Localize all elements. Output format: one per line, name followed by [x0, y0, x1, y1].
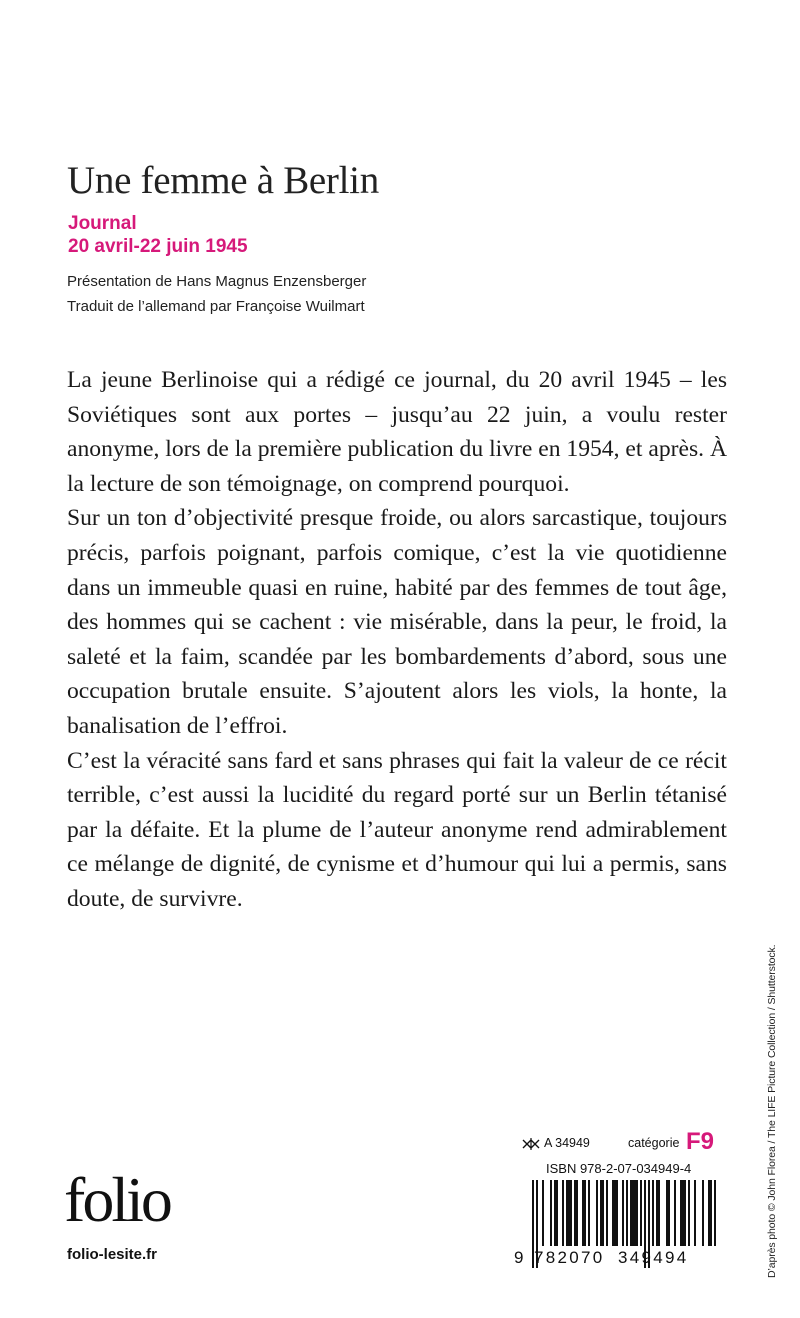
barcode-bar — [596, 1180, 598, 1246]
barcode-digits-group1: 782070 — [534, 1248, 605, 1267]
blurb-paragraph: La jeune Berlinoise qui a rédigé ce journal, du 20 avril 1945 – les Soviétiques sont aux portes – jusqu’au 22 juin, a voulu rester anonyme, lors de la première publication du livre en 1954, et après. À la lecture de son témoignage, on comprend pourquoi. — [67, 367, 727, 497]
blurb-text — [67, 363, 727, 917]
barcode-bar — [550, 1180, 552, 1246]
blurb-paragraph: C’est la véracité sans fard et sans phrases qui fait la valeur de ce récit terrible, c’est aussi la lucidité du regard porté sur un Berlin tétanisé par la défaite. Et la plume de l’auteur anonyme rend admirablement ce mélange de dignité, de cynisme et d’humour qui lui a permis, sans doute, de survivre. — [67, 747, 727, 912]
barcode-bar — [652, 1180, 654, 1246]
barcode-bar — [612, 1180, 618, 1246]
barcode-bar — [688, 1180, 690, 1246]
translation-credit: Traduit de l’allemand par Françoise Wuilmart — [67, 298, 365, 315]
barcode-bar — [606, 1180, 608, 1246]
barcode-bar — [588, 1180, 590, 1246]
barcode-bar — [666, 1180, 670, 1246]
barcode-bar — [708, 1180, 712, 1246]
barcode-bar — [542, 1180, 544, 1246]
barcode-bar — [702, 1180, 704, 1246]
subtitle-dates: 20 avril-22 juin 1945 — [68, 236, 248, 257]
barcode-digit-first: 9 — [514, 1248, 524, 1267]
barcode-bar — [582, 1180, 586, 1246]
barcode-bar — [674, 1180, 676, 1246]
barcode-bar — [656, 1180, 660, 1246]
barcode-bar — [694, 1180, 696, 1246]
blurb-paragraph: Sur un ton d’objectivité presque froide, ou alors sarcastique, toujours précis, parfois poignant, parfois comique, c’est la vie quotidienne dans un immeuble quasi en ruine, habité par des femmes de tout âge, des hommes qui se cachent : vie misérable, dans la peur, le froid, la saleté et la faim, scandée par les bombardements d’abord, sous une occupation brutale ensuite. S’ajoutent alors les viols, la honte, la banalisation de l’effroi. — [67, 505, 727, 739]
presentation-credit: Présentation de Hans Magnus Enzensberger — [67, 273, 367, 290]
barcode-bar — [630, 1180, 638, 1246]
barcode-bar — [562, 1180, 564, 1246]
catalog-code: A 34949 — [544, 1136, 590, 1150]
barcode-bar — [680, 1180, 686, 1246]
category-value: F9 — [686, 1128, 715, 1155]
barcode-bar — [622, 1180, 624, 1246]
catalog-row — [522, 1128, 718, 1162]
barcode-bar — [714, 1180, 716, 1246]
subtitle-journal: Journal — [68, 213, 137, 234]
barcode-bar — [640, 1180, 642, 1246]
barcode-bar — [626, 1180, 628, 1246]
category-label: catégorie — [628, 1136, 680, 1150]
isbn-text: ISBN 978-2-07-034949-4 — [546, 1161, 692, 1176]
photo-credit: D’après photo © John Florea / The LIFE Picture Collection / Shutterstock. — [766, 944, 778, 1278]
barcode-bar — [574, 1180, 578, 1246]
barcode-digits-group2: 349494 — [618, 1248, 689, 1267]
book-title: Une femme à Berlin — [67, 159, 379, 202]
barcode-bar — [554, 1180, 558, 1246]
book-symbol-icon — [522, 1137, 540, 1151]
folio-logo: folio — [64, 1164, 170, 1235]
barcode-bar — [566, 1180, 572, 1246]
barcode-bar — [600, 1180, 604, 1246]
website-link[interactable]: folio-lesite.fr — [67, 1246, 158, 1263]
